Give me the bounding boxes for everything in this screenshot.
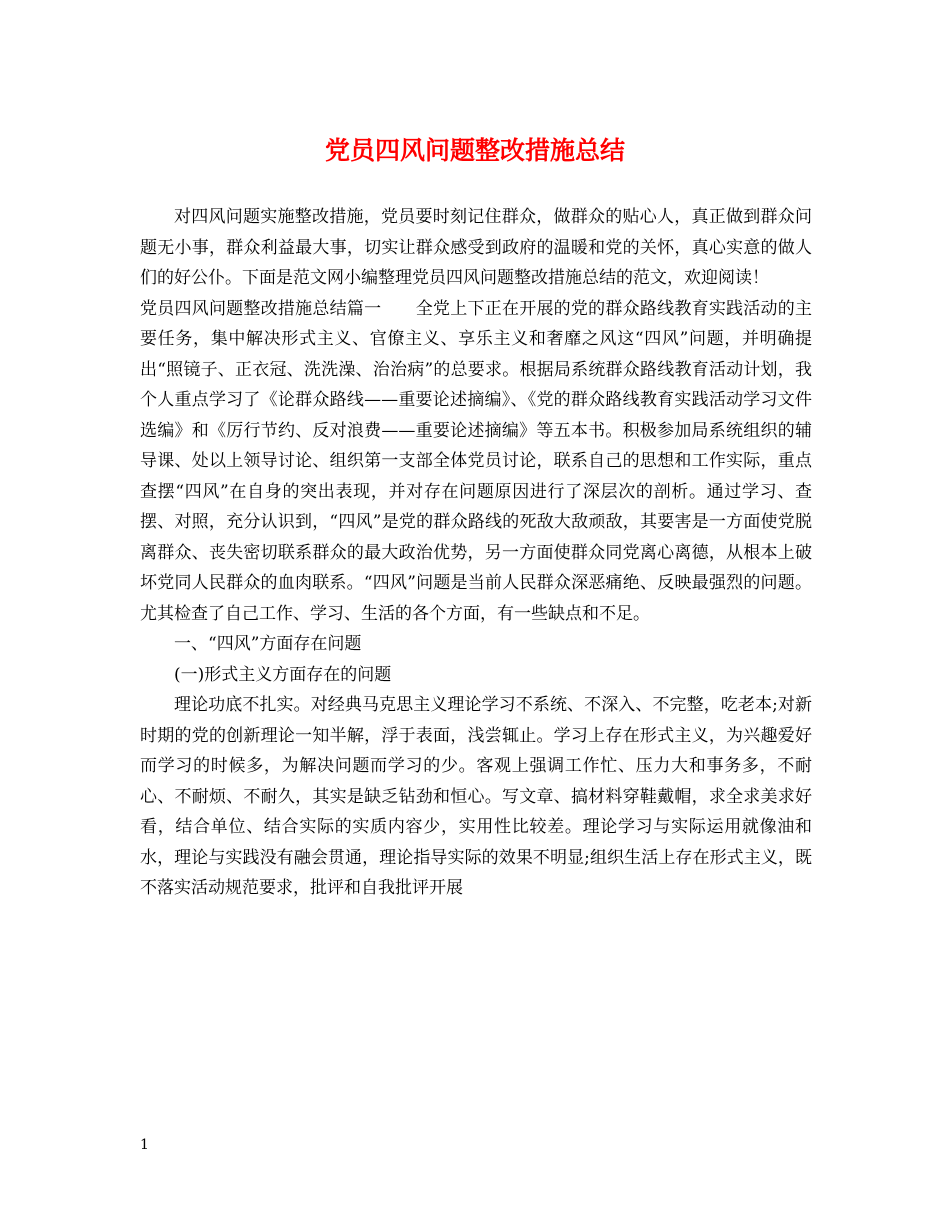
page-number: 1 xyxy=(140,1137,149,1153)
document-body xyxy=(140,202,812,904)
paragraph-intro: 对四风问题实施整改措施，党员要时刻记住群众，做群众的贴心人，真正做到群众问题无小事，群众利益最大事，切实让群众感受到政府的温暖和党的关怀，真心实意的做人们的好公仆。下面是范文网小编整理党员四风问题整改措施总结的范文，欢迎阅读！ xyxy=(140,207,812,288)
subsection-heading-1: (一)形式主义方面存在的问题 xyxy=(174,664,392,685)
section-heading-1: 一、“四风”方面存在问题 xyxy=(174,634,362,654)
paragraph-part-one: 党员四风问题整改措施总结篇一 全党上下正在开展的党的群众路线教育实践活动的主要任务，集中解决形式主义、官僚主义、享乐主义和奢靡之风这“四风”问题，并明确提出“照镜子、正衣冠、洗洗澡、治治病”的总要求。根据局系统群众路线教育活动计划，我个人重点学习了《论群众路线——重要论述摘编》、《党的群众路线教育实践活动学习文件选编》和《厉行节约、反对浪费——重要论述摘编》等五本书。积极参加局系统组织的辅导课、处以上领导讨论、组织第一支部全体党员讨论，联系自己的思想和工作实际，重点查摆“四风”在自身的突出表现，并对存在问题原因进行了深层次的剖析。通过学习、查摆、对照，充分认识到，“四风”是党的群众路线的死敌大敌顽敌，其要害是一方面使党脱离群众、丧失密切联系群众的最大政治优势，另一方面使群众同党离心离德，从根本上破坏党同人民群众的血肉联系。“四风”问题是当前人民群众深恶痛绝、反映最强烈的问题。尤其检查了自己工作、学习、生活的各个方面，有一些缺点和不足。 xyxy=(140,298,812,624)
document-title: 党员四风问题整改措施总结 xyxy=(324,136,625,165)
paragraph-theory: 理论功底不扎实。对经典马克思主义理论学习不系统、不深入、不完整，吃老本;对新时期的党的创新理论一知半解，浮于表面，浅尝辄止。学习上存在形式主义，为兴趣爱好而学习的时候多，为解决问题而学习的少。客观上强调工作忙、压力大和事务多，不耐心、不耐烦、不耐久，其实是缺乏钻劲和恒心。写文章、搞材料穿鞋戴帽，求全求美求好看，结合单位、结合实际的实质内容少，实用性比较差。理论学习与实际运用就像油和水，理论与实践没有融会贯通，理论指导实际的效果不明显;组织生活上存在形式主义，既不落实活动规范要求，批评和自我批评开展 xyxy=(140,695,812,898)
